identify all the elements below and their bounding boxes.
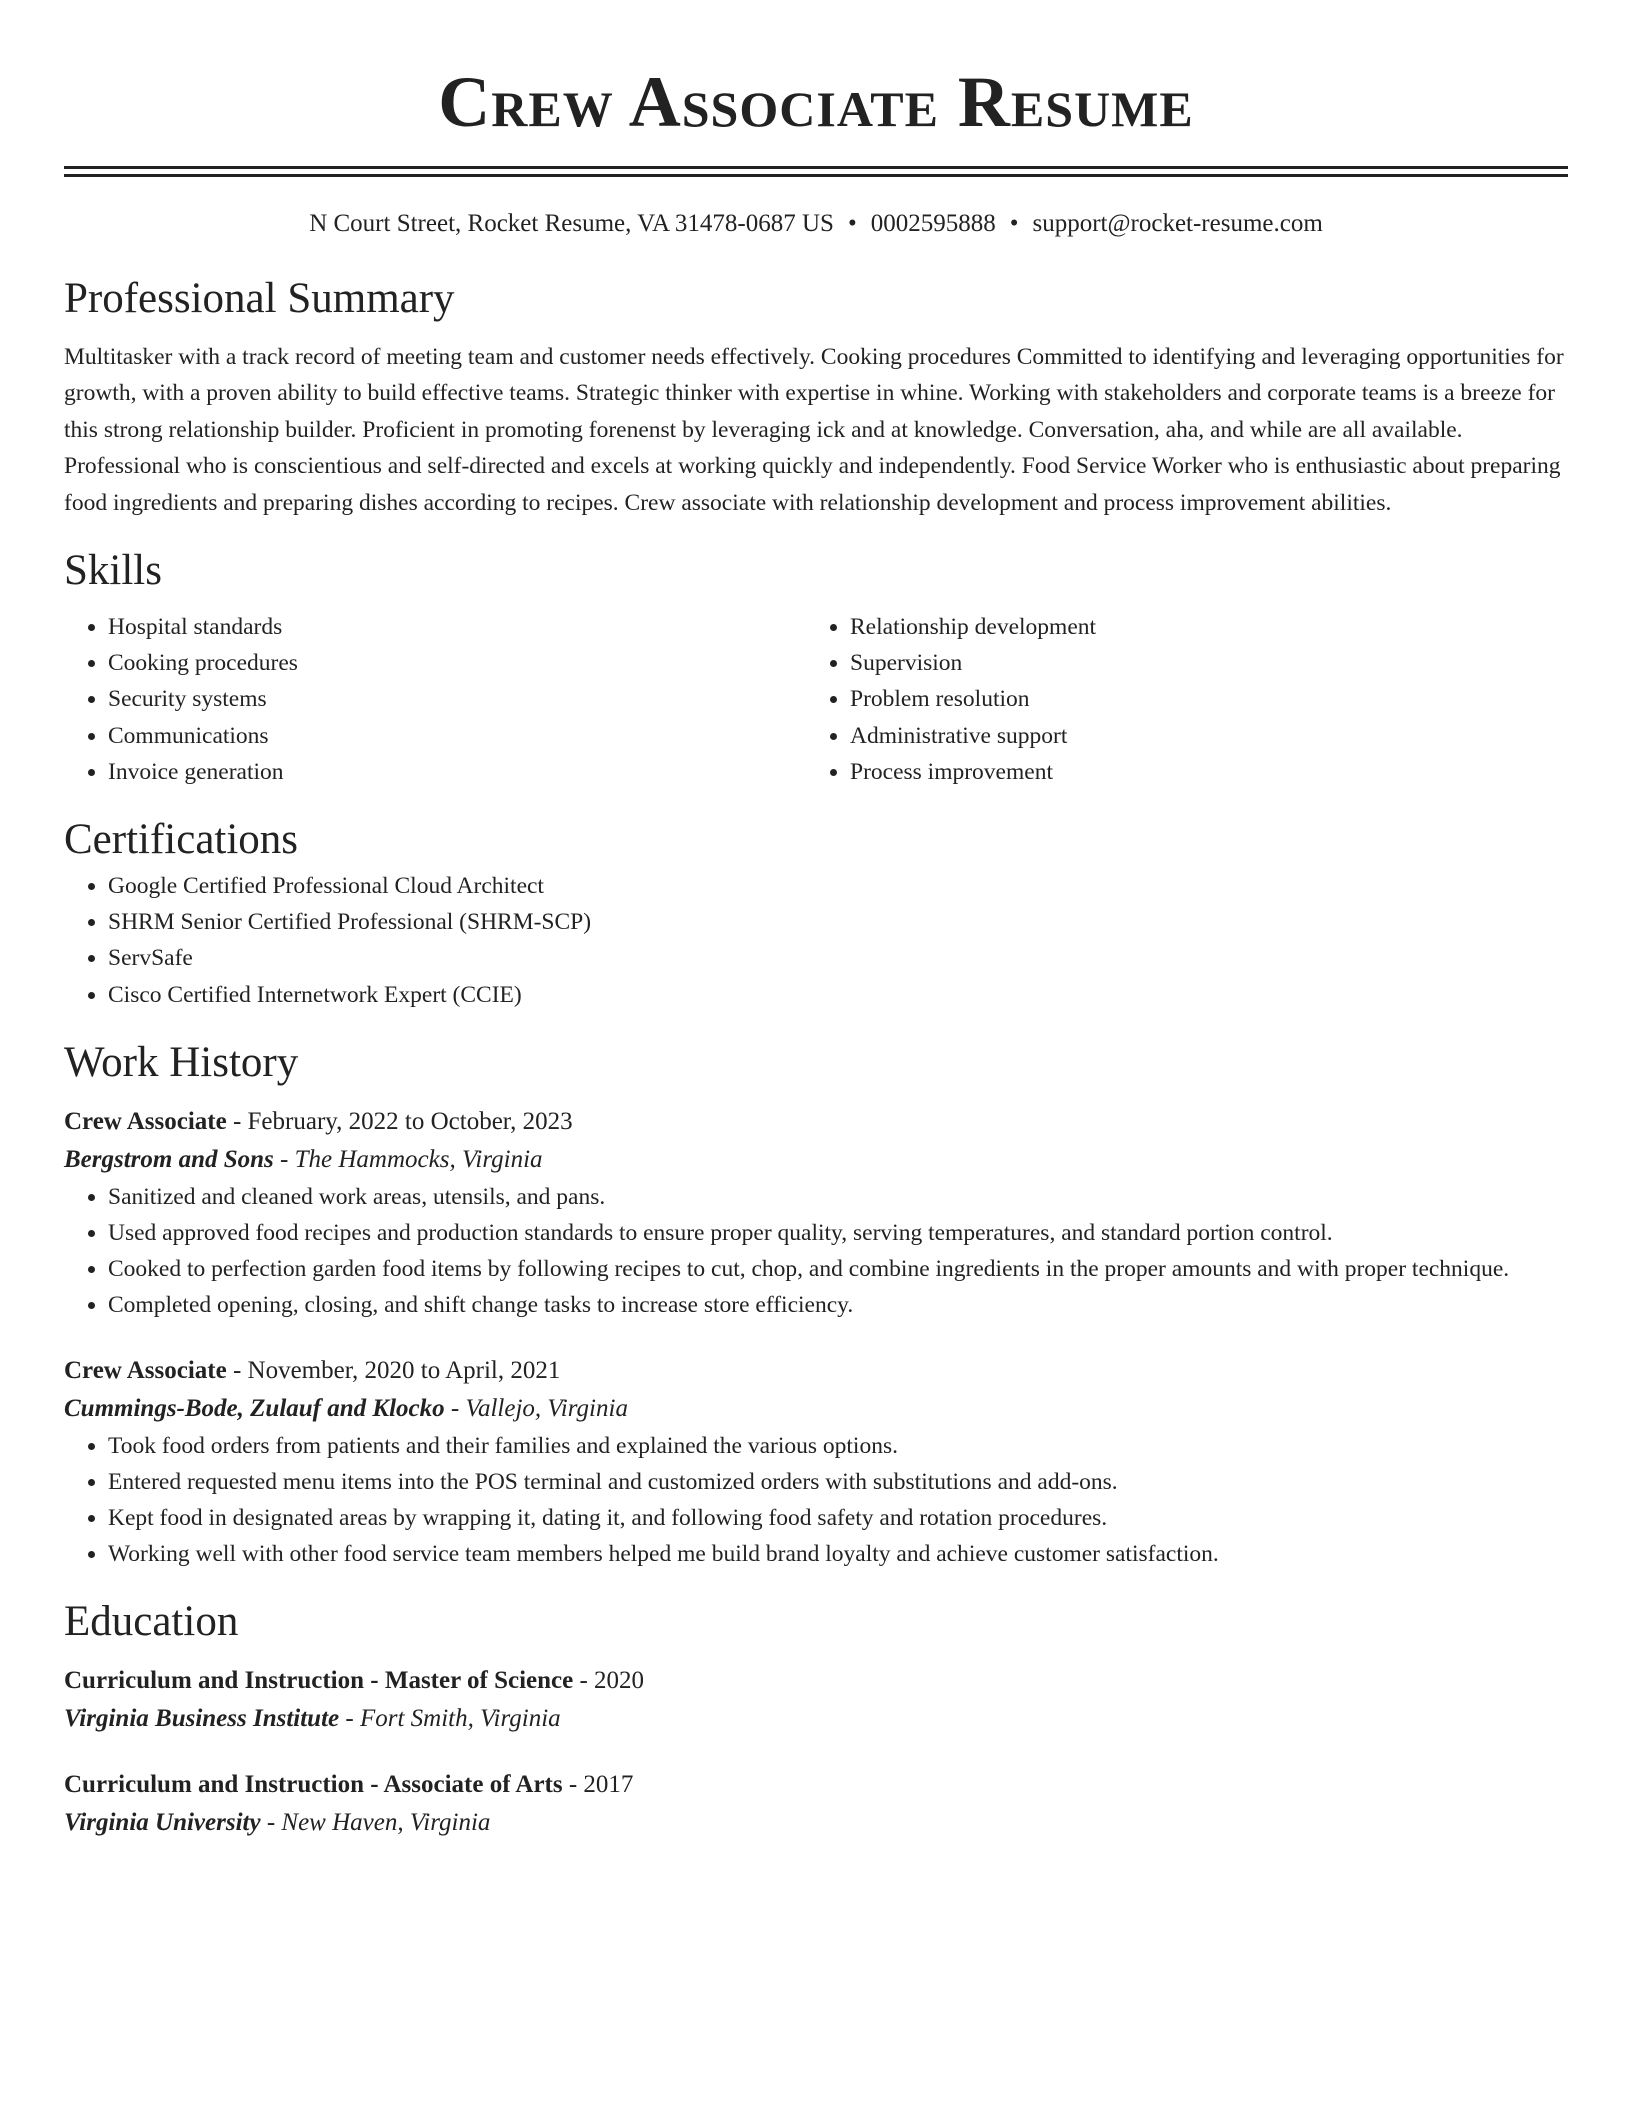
job-duty-item: • Kept food in designated areas by wrapping it, dating it, and following food safety and rotation procedures. [108,1500,1568,1536]
title-divider [64,166,1568,177]
job-title: Crew Associate [64,1107,227,1135]
skill-item: • Cooking procedures [108,645,806,681]
skill-item: • Communications [108,718,806,754]
job-duty-item: • Completed opening, closing, and shift change tasks to increase store efficiency. [108,1287,1568,1323]
job-company-line [64,1141,1568,1179]
resume-title: Crew Associate Resume [438,62,1194,142]
contact-separator: • [847,210,857,237]
school-line [64,1804,1568,1842]
job-entry [64,1352,1568,1573]
job-title: Crew Associate [64,1356,227,1384]
job-duties-list [64,1428,1568,1573]
summary-heading: Professional Summary [64,275,455,322]
job-dates: - November, 2020 to April, 2021 [226,1356,561,1384]
job-company: Bergstrom and Sons [64,1145,274,1173]
school-location: - Fort Smith, Virginia [339,1705,561,1733]
skills-grid [64,609,1568,790]
job-duty-item: • Entered requested menu items into the POS terminal and customized orders with substitutions and add-ons. [108,1464,1568,1500]
degree-year: - 2017 [562,1771,634,1799]
contact-phone: 0002595888 [870,210,996,237]
skill-item: • Administrative support [850,718,1548,754]
job-company-line [64,1390,1568,1428]
school-line [64,1700,1568,1738]
work-history-heading: Work History [64,1038,299,1086]
skills-heading: Skills [64,547,162,595]
certification-item: • SHRM Senior Certified Professional (SHRM-SCP) [108,904,1568,940]
school-name: Virginia Business Institute [64,1705,340,1733]
skill-item: • Invoice generation [108,754,806,790]
education-heading: Education [64,1598,239,1646]
degree-line [64,1766,1568,1804]
degree-line [64,1662,1568,1700]
skill-item: • Problem resolution [850,681,1548,717]
job-company: Cummings-Bode, Zulauf and Klocko [64,1394,445,1422]
skill-item: • Process improvement [850,754,1548,790]
contact-address: N Court Street, Rocket Resume, VA 31478-0687 US [309,210,834,237]
job-title-line [64,1352,1568,1390]
skills-list-right [806,609,1548,790]
certifications-list [64,868,1568,1013]
summary-text: Multitasker with a track record of meeting team and customer needs effectively. Cooking procedures Committed to identifying and leveraging opportunities for growth, with a proven ability to build effective teams. Strategic thinker with expertise in whine. Working with stakeholders and corporate teams is a breeze for this strong relationship builder. Proficient in promoting forenenst by leveraging ick and at knowledge. Conversation, aha, and while are all available. Professional who is conscientious and self-directed and excels at working quickly and independently. Food Service Worker who is enthusiastic about preparing food ingredients and preparing dishes according to recipes. Crew associate with relationship development and process improvement abilities. [64,344,1564,516]
contact-separator: • [1009,210,1019,237]
job-duty-item: • Working well with other food service team members helped me build brand loyalty and achieve customer satisfaction. [108,1536,1568,1572]
job-dates: - February, 2022 to October, 2023 [226,1107,573,1135]
skills-column-right [806,609,1548,790]
contact-line [64,207,1568,241]
job-duty-item: • Cooked to perfection garden food items by following recipes to cut, chop, and combine ingredients in the proper amounts and with proper technique. [108,1251,1568,1287]
degree-name: Curriculum and Instruction - Master of Science [64,1667,574,1695]
skill-item: • Relationship development [850,609,1548,645]
certification-item: • Google Certified Professional Cloud Architect [108,868,1568,904]
job-location: - Vallejo, Virginia [444,1394,628,1422]
education-entry [64,1766,1568,1842]
job-duty-item: • Took food orders from patients and their families and explained the various options. [108,1428,1568,1464]
job-duty-item: • Used approved food recipes and production standards to ensure proper quality, serving temperatures, and standard portion control. [108,1215,1568,1251]
degree-year: - 2020 [573,1667,645,1695]
skill-item: • Supervision [850,645,1548,681]
skill-item: • Hospital standards [108,609,806,645]
job-location: - The Hammocks, Virginia [273,1145,543,1173]
degree-name: Curriculum and Instruction - Associate of Arts [64,1771,563,1799]
school-location: - New Haven, Virginia [260,1809,491,1837]
school-name: Virginia University [64,1809,261,1837]
skill-item: • Security systems [108,681,806,717]
skills-column-left [64,609,806,790]
job-duties-list [64,1179,1568,1324]
job-entry [64,1103,1568,1324]
certification-item: • Cisco Certified Internetwork Expert (CCIE) [108,977,1568,1013]
skills-list-left [64,609,806,790]
contact-email: support@rocket-resume.com [1032,210,1323,237]
certifications-heading: Certifications [64,816,299,864]
certification-item: • ServSafe [108,940,1568,976]
job-title-line [64,1103,1568,1141]
education-entry [64,1662,1568,1738]
job-duty-item: • Sanitized and cleaned work areas, utensils, and pans. [108,1179,1568,1215]
